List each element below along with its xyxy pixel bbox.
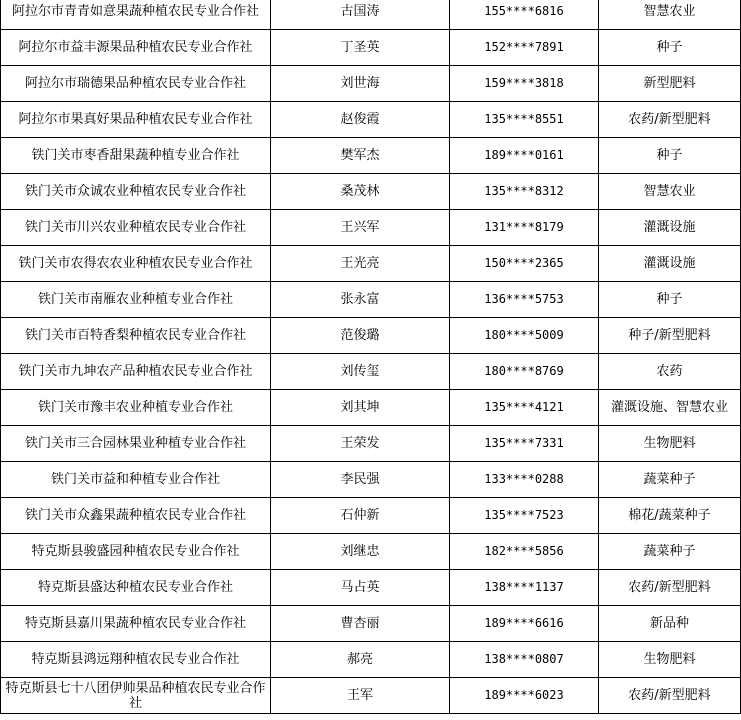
table-body [1, 0, 741, 714]
demand-category-cell[interactable]: 种子 [599, 30, 741, 66]
cooperative-name-cell[interactable]: 铁门关市川兴农业种植农民专业合作社 [1, 210, 271, 246]
phone-number-cell[interactable]: 182****5856 [450, 534, 599, 570]
cooperative-name-cell[interactable]: 特克斯县鸿远翔种植农民专业合作社 [1, 642, 271, 678]
cooperative-name-cell[interactable]: 特克斯县盛达种植农民专业合作社 [1, 570, 271, 606]
demand-category-cell[interactable]: 农药/新型肥料 [599, 678, 741, 714]
table-row [1, 318, 741, 354]
cooperative-name-cell[interactable]: 铁门关市豫丰农业种植专业合作社 [1, 390, 271, 426]
table-row [1, 246, 741, 282]
table-row [1, 66, 741, 102]
cooperative-name-cell[interactable]: 特克斯县嘉川果蔬种植农民专业合作社 [1, 606, 271, 642]
contact-person-cell[interactable]: 桑茂林 [271, 174, 450, 210]
contact-person-cell[interactable]: 丁圣英 [271, 30, 450, 66]
table-row [1, 390, 741, 426]
phone-number-cell[interactable]: 135****4121 [450, 390, 599, 426]
table-row [1, 102, 741, 138]
demand-category-cell[interactable]: 新品种 [599, 606, 741, 642]
contact-person-cell[interactable]: 石仲新 [271, 498, 450, 534]
table-row [1, 678, 741, 714]
cooperative-name-cell[interactable]: 铁门关市百特香梨种植农民专业合作社 [1, 318, 271, 354]
phone-number-cell[interactable]: 135****7331 [450, 426, 599, 462]
demand-category-cell[interactable]: 灌溉设施 [599, 210, 741, 246]
phone-number-cell[interactable]: 189****6616 [450, 606, 599, 642]
demand-category-cell[interactable]: 农药/新型肥料 [599, 570, 741, 606]
demand-category-cell[interactable]: 棉花/蔬菜种子 [599, 498, 741, 534]
phone-number-cell[interactable]: 133****0288 [450, 462, 599, 498]
cooperative-name-cell[interactable]: 特克斯县七十八团伊帅果品种植农民专业合作社 [1, 678, 271, 714]
contact-person-cell[interactable]: 郝亮 [271, 642, 450, 678]
cooperative-name-cell[interactable]: 铁门关市众诚农业种植农民专业合作社 [1, 174, 271, 210]
phone-number-cell[interactable]: 138****1137 [450, 570, 599, 606]
contact-person-cell[interactable]: 刘其坤 [271, 390, 450, 426]
cooperative-name-cell[interactable]: 铁门关市农得农农业种植农民专业合作社 [1, 246, 271, 282]
contact-person-cell[interactable]: 王兴军 [271, 210, 450, 246]
phone-number-cell[interactable]: 136****5753 [450, 282, 599, 318]
cooperative-name-cell[interactable]: 铁门关市枣香甜果蔬种植专业合作社 [1, 138, 271, 174]
cooperative-name-cell[interactable]: 铁门关市益和种植专业合作社 [1, 462, 271, 498]
demand-category-cell[interactable]: 灌溉设施、智慧农业 [599, 390, 741, 426]
phone-number-cell[interactable]: 135****8312 [450, 174, 599, 210]
table-row [1, 426, 741, 462]
phone-number-cell[interactable]: 189****6023 [450, 678, 599, 714]
table-row [1, 498, 741, 534]
contact-person-cell[interactable]: 樊军杰 [271, 138, 450, 174]
table-row [1, 606, 741, 642]
phone-number-cell[interactable]: 155****6816 [450, 0, 599, 30]
cooperative-name-cell[interactable]: 铁门关市南雁农业种植专业合作社 [1, 282, 271, 318]
contact-person-cell[interactable]: 刘继忠 [271, 534, 450, 570]
demand-category-cell[interactable]: 生物肥料 [599, 642, 741, 678]
contact-person-cell[interactable]: 范俊璐 [271, 318, 450, 354]
phone-number-cell[interactable]: 189****0161 [450, 138, 599, 174]
table-row [1, 0, 741, 30]
cooperative-name-cell[interactable]: 阿拉尔市果真好果品种植农民专业合作社 [1, 102, 271, 138]
contact-person-cell[interactable]: 王军 [271, 678, 450, 714]
phone-number-cell[interactable]: 138****0807 [450, 642, 599, 678]
contact-person-cell[interactable]: 张永富 [271, 282, 450, 318]
demand-category-cell[interactable]: 蔬菜种子 [599, 462, 741, 498]
table-row [1, 138, 741, 174]
contact-person-cell[interactable]: 王荣发 [271, 426, 450, 462]
cooperative-name-cell[interactable]: 铁门关市众鑫果蔬种植农民专业合作社 [1, 498, 271, 534]
phone-number-cell[interactable]: 135****7523 [450, 498, 599, 534]
table-row [1, 354, 741, 390]
phone-number-cell[interactable]: 131****8179 [450, 210, 599, 246]
contact-person-cell[interactable]: 刘世海 [271, 66, 450, 102]
demand-category-cell[interactable]: 种子/新型肥料 [599, 318, 741, 354]
table-row [1, 534, 741, 570]
cooperative-name-cell[interactable]: 铁门关市九坤农产品种植农民专业合作社 [1, 354, 271, 390]
table-row [1, 30, 741, 66]
cooperative-name-cell[interactable]: 阿拉尔市青青如意果蔬种植农民专业合作社 [1, 0, 271, 30]
cooperative-name-cell[interactable]: 特克斯县骏盛园种植农民专业合作社 [1, 534, 271, 570]
phone-number-cell[interactable]: 152****7891 [450, 30, 599, 66]
demand-category-cell[interactable]: 生物肥料 [599, 426, 741, 462]
contact-person-cell[interactable]: 刘传玺 [271, 354, 450, 390]
table-row [1, 462, 741, 498]
demand-category-cell[interactable]: 智慧农业 [599, 174, 741, 210]
demand-category-cell[interactable]: 种子 [599, 138, 741, 174]
demand-category-cell[interactable]: 灌溉设施 [599, 246, 741, 282]
demand-category-cell[interactable]: 智慧农业 [599, 0, 741, 30]
cooperative-name-cell[interactable]: 阿拉尔市瑞德果品种植农民专业合作社 [1, 66, 271, 102]
phone-number-cell[interactable]: 180****5009 [450, 318, 599, 354]
contact-person-cell[interactable]: 王光亮 [271, 246, 450, 282]
table-row [1, 210, 741, 246]
demand-category-cell[interactable]: 新型肥料 [599, 66, 741, 102]
demand-category-cell[interactable]: 农药 [599, 354, 741, 390]
phone-number-cell[interactable]: 159****3818 [450, 66, 599, 102]
contact-person-cell[interactable]: 马占英 [271, 570, 450, 606]
table-row [1, 174, 741, 210]
cooperative-name-cell[interactable]: 铁门关市三合园林果业种植专业合作社 [1, 426, 271, 462]
table-row [1, 570, 741, 606]
cooperative-name-cell[interactable]: 阿拉尔市益丰源果品种植农民专业合作社 [1, 30, 271, 66]
contact-person-cell[interactable]: 李民强 [271, 462, 450, 498]
phone-number-cell[interactable]: 180****8769 [450, 354, 599, 390]
phone-number-cell[interactable]: 135****8551 [450, 102, 599, 138]
demand-category-cell[interactable]: 种子 [599, 282, 741, 318]
table-row [1, 282, 741, 318]
demand-category-cell[interactable]: 农药/新型肥料 [599, 102, 741, 138]
demand-category-cell[interactable]: 蔬菜种子 [599, 534, 741, 570]
contact-person-cell[interactable]: 曹杏丽 [271, 606, 450, 642]
table-row [1, 642, 741, 678]
contact-person-cell[interactable]: 古国涛 [271, 0, 450, 30]
contact-person-cell[interactable]: 赵俊霞 [271, 102, 450, 138]
phone-number-cell[interactable]: 150****2365 [450, 246, 599, 282]
